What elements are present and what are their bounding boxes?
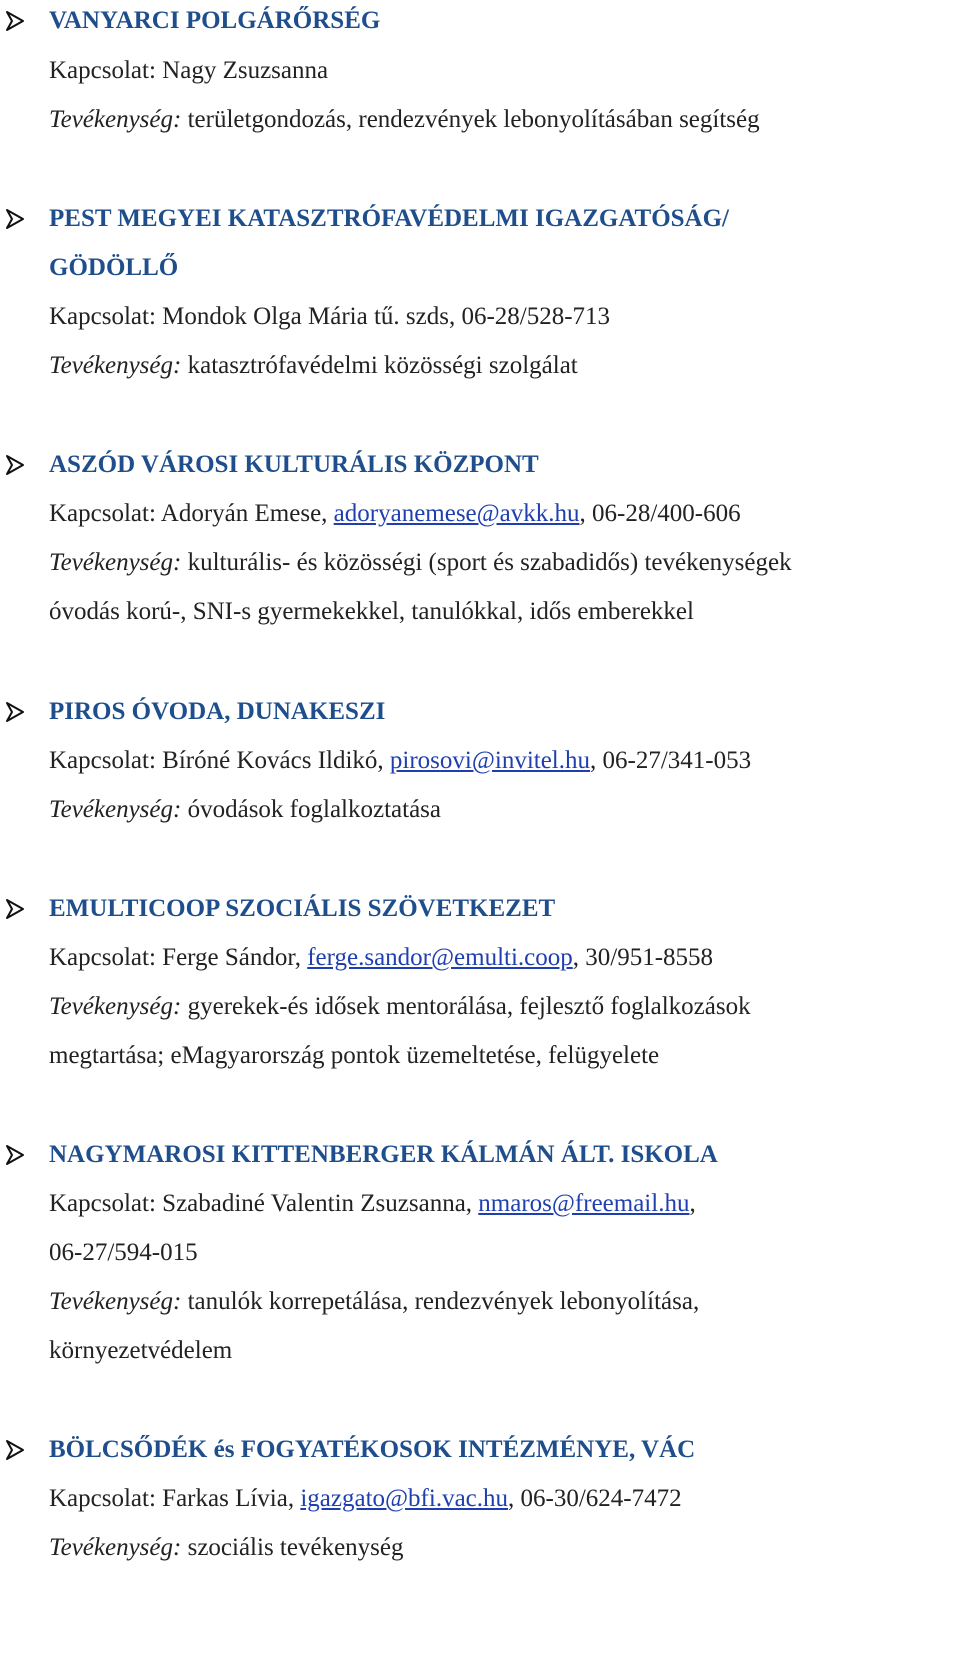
contact-line (49, 943, 713, 973)
activity-line (49, 351, 578, 381)
contact-line (49, 1484, 682, 1514)
arrow-bullet-icon (4, 1144, 26, 1166)
contact-name: Mondok Olga Mária tű. szds, 06-28/528-713 (162, 303, 611, 330)
activity-label: Tevékenység: (49, 993, 182, 1020)
entry-title: VANYARCI POLGÁRŐRSÉG (49, 7, 381, 34)
arrow-bullet-icon (4, 898, 26, 920)
activity-label: Tevékenység: (49, 106, 182, 133)
arrow-bullet-icon (4, 454, 26, 476)
activity-line (49, 795, 441, 825)
phone-number: , 30/951-8558 (572, 944, 714, 971)
activity-label: Tevékenység: (49, 549, 182, 576)
contact-line (49, 746, 751, 776)
email-link[interactable]: igazgato@bfi.vac.hu (300, 1485, 509, 1512)
arrow-bullet-icon (4, 701, 26, 723)
entry-title: EMULTICOOP SZOCIÁLIS SZÖVETKEZET (49, 895, 556, 922)
comma: , (689, 1190, 696, 1217)
contact-label: Kapcsolat: (49, 303, 156, 330)
entry-title: PIROS ÓVODA, DUNAKESZI (49, 698, 386, 725)
entry-title: BÖLCSŐDÉK és FOGYATÉKOSOK INTÉZMÉNYE, VÁC (49, 1436, 696, 1463)
contact-name: Adoryán Emese, (160, 500, 328, 527)
activity-text: gyerekek-és idősek mentorálása, fejlesztő foglalkozások (187, 993, 751, 1020)
activity-label: Tevékenység: (49, 796, 182, 823)
phone-number: , 06-28/400-606 (579, 500, 741, 527)
activity-line (49, 105, 760, 135)
activity-line-continued: megtartása; eMagyarország pontok üzemeltetése, felügyelete (49, 1042, 660, 1069)
activity-text: óvodások foglalkoztatása (187, 796, 441, 823)
contact-line (49, 302, 610, 332)
contact-name: Bíróné Kovács Ildikó, (162, 747, 384, 774)
contact-label: Kapcsolat: (49, 57, 156, 84)
activity-line (49, 992, 751, 1022)
email-link[interactable]: adoryanemese@avkk.hu (333, 500, 580, 527)
entry-title-continued: GÖDÖLLŐ (49, 254, 179, 281)
activity-line-continued: óvodás korú-, SNI-s gyermekekkel, tanulókkal, idős emberekkel (49, 598, 694, 625)
contact-name: Farkas Lívia, (162, 1485, 295, 1512)
activity-label: Tevékenység: (49, 1534, 182, 1561)
email-link[interactable]: nmaros@freemail.hu (478, 1190, 690, 1217)
activity-line (49, 1533, 404, 1563)
entry-title: ASZÓD VÁROSI KULTURÁLIS KÖZPONT (49, 451, 539, 478)
contact-label: Kapcsolat: (49, 747, 156, 774)
entry-title: NAGYMAROSI KITTENBERGER KÁLMÁN ÁLT. ISKOLA (49, 1141, 718, 1168)
contact-name: Ferge Sándor, (162, 944, 301, 971)
email-link[interactable]: ferge.sandor@emulti.coop (307, 944, 573, 971)
contact-line (49, 1189, 696, 1219)
phone-number: 06-27/594-015 (49, 1239, 198, 1266)
contact-name: Nagy Zsuzsanna (162, 57, 329, 84)
activity-label: Tevékenység: (49, 1288, 182, 1315)
arrow-bullet-icon (4, 10, 26, 32)
contact-label: Kapcsolat: (49, 1190, 156, 1217)
activity-line (49, 548, 792, 578)
activity-text: tanulók korrepetálása, rendezvények lebonyolítása, (187, 1288, 700, 1315)
activity-text: katasztrófavédelmi közösségi szolgálat (187, 352, 578, 379)
contact-name: Szabadiné Valentin Zsuzsanna, (162, 1190, 473, 1217)
contact-label: Kapcsolat: (49, 1485, 156, 1512)
activity-text: szociális tevékenység (187, 1534, 404, 1561)
activity-line-continued: környezetvédelem (49, 1337, 233, 1364)
activity-line (49, 1287, 699, 1317)
activity-label: Tevékenység: (49, 352, 182, 379)
contact-label: Kapcsolat: (49, 500, 156, 527)
entry-title: PEST MEGYEI KATASZTRÓFAVÉDELMI IGAZGATÓSÁG/ (49, 205, 729, 232)
phone-number: , 06-30/624-7472 (508, 1485, 682, 1512)
activity-text: területgondozás, rendezvények lebonyolításában segítség (187, 106, 760, 133)
phone-number: , 06-27/341-053 (590, 747, 752, 774)
activity-text: kulturális- és közösségi (sport és szabadidős) tevékenységek (187, 549, 792, 576)
contact-line (49, 56, 328, 86)
contact-label: Kapcsolat: (49, 944, 156, 971)
email-link[interactable]: pirosovi@invitel.hu (389, 747, 591, 774)
contact-line (49, 499, 741, 529)
arrow-bullet-icon (4, 1439, 26, 1461)
arrow-bullet-icon (4, 208, 26, 230)
